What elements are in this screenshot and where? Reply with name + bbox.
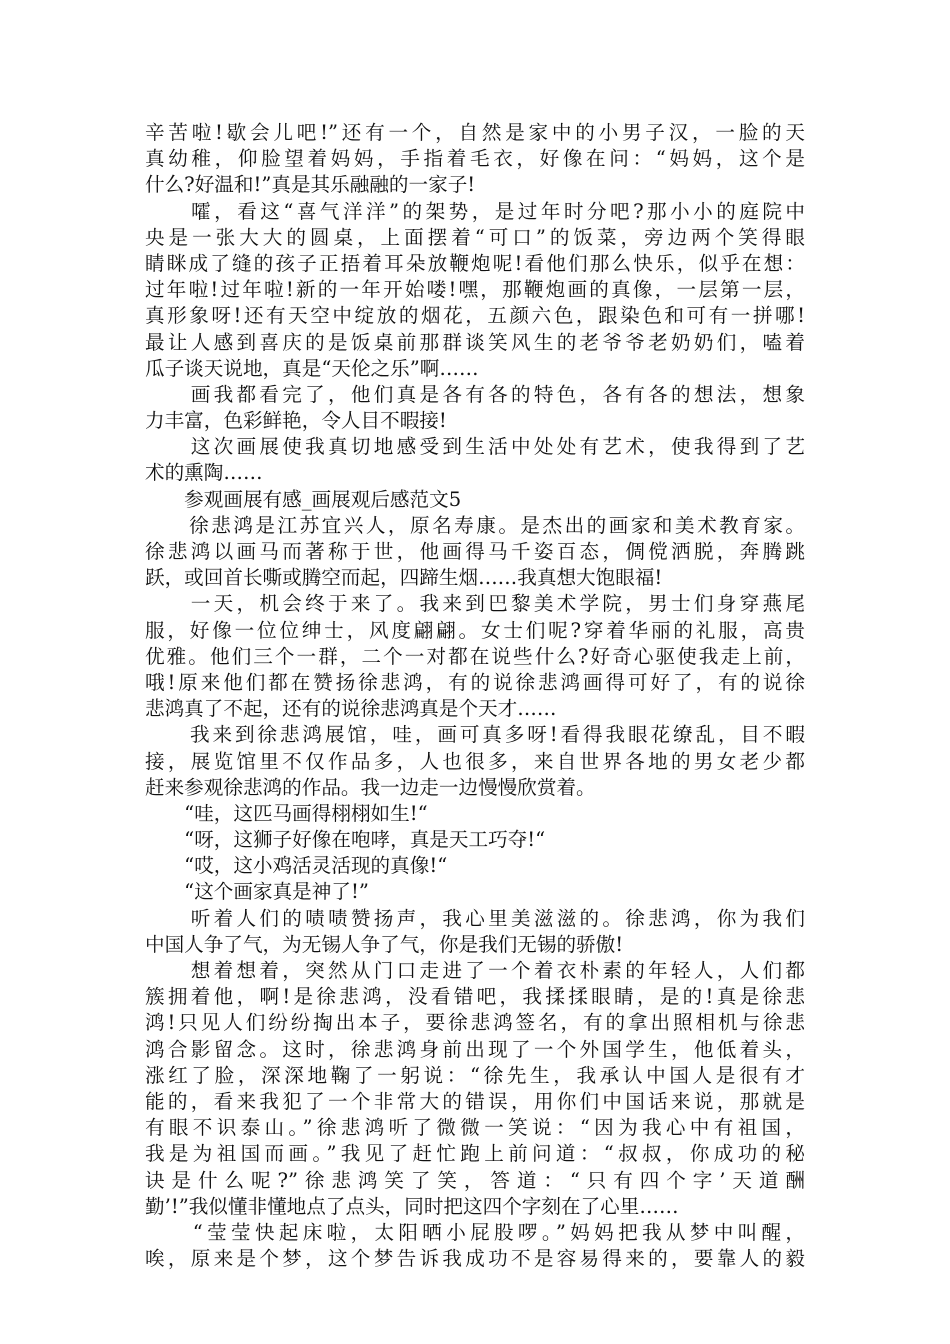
text-line: 什么?好温和!”真是其乐融融的一家子! <box>145 173 476 197</box>
text-line: 术的熏陶…… <box>145 461 263 485</box>
text-line: 涨红了脸，深深地鞠了一躬说：“徐先生，我承认中国人是很有才 <box>145 1063 805 1087</box>
text-line: 诀是什么呢?”徐悲鸿笑了笑，答道：“只有四个字’天道酬 <box>145 1168 805 1192</box>
text-line: 真幼稚，仰脸望着妈妈，手指着毛衣，好像在问：“妈妈，这个是 <box>145 147 805 171</box>
text-line: 听着人们的啧啧赞扬声，我心里美滋滋的。徐悲鸿，你为我们 <box>145 906 805 930</box>
text-line: 鸿!只见人们纷纷掏出本子，要徐悲鸿签名，有的拿出照相机与徐悲 <box>145 1011 805 1035</box>
text-line: 我是为祖国而画。”我见了赶忙跑上前问道：“叔叔，你成功的秘 <box>145 1142 805 1166</box>
essay-body-text <box>145 120 805 1272</box>
text-line: 瓜子谈天说地，真是“天伦之乐”啊…… <box>145 356 479 380</box>
text-line: 参观画展有感_画展观后感范文5 <box>145 487 462 511</box>
text-line: 想着想着，突然从门口走进了一个着衣朴素的年轻人，人们都 <box>145 959 805 982</box>
text-line: 哦!原来他们都在赞扬徐悲鸿，有的说徐悲鸿画得可好了，有的说徐 <box>145 670 805 694</box>
text-line: 最让人感到喜庆的是饭桌前那群谈笑风生的老爷爷老奶奶们，嗑着 <box>145 330 805 354</box>
text-line: 唉，原来是个梦，这个梦告诉我成功不是容易得来的，要靠人的毅 <box>145 1247 805 1271</box>
text-line: 画我都看完了，他们真是各有各的特色，各有各的想法，想象 <box>145 382 805 406</box>
text-line: 央是一张大大的圆桌，上面摆着“可口”的饭菜，旁边两个笑得眼 <box>145 225 805 249</box>
text-line: 力丰富，色彩鲜艳，令人目不暇接! <box>145 409 447 433</box>
text-line: 优雅。他们三个一群，二个一对都在说些什么?好奇心驱使我走上前， <box>145 644 805 668</box>
text-line: 赶来参观徐悲鸿的作品。我一边走一边慢慢欣赏着。 <box>145 775 596 799</box>
text-line: “哎，这小鸡活灵活现的真像!“ <box>145 854 448 878</box>
text-line: 辛苦啦!歇会儿吧!”还有一个，自然是家中的小男子汉，一脸的天 <box>145 121 805 144</box>
text-line: 服，好像一位位绅士，风度翩翩。女士们呢?穿着华丽的礼服，高贵 <box>145 618 805 642</box>
text-line: 跃，或回首长嘶或腾空而起，四蹄生烟……我真想大饱眼福! <box>145 566 663 590</box>
text-line: 能的，看来我犯了一个非常大的错误，用你们中国话来说，那就是 <box>145 1089 805 1113</box>
text-line: 悲鸿真了不起，还有的说徐悲鸿真是个天才…… <box>145 697 557 721</box>
text-line: 睛眯成了缝的孩子正捂着耳朵放鞭炮呢!看他们那么快乐，似乎在想： <box>145 251 805 275</box>
text-line: “莹莹快起床啦，太阳晒小屁股啰。”妈妈把我从梦中叫醒， <box>145 1220 805 1244</box>
text-line: 接，展览馆里不仅作品多，人也很多，来自世界各地的男女老少都 <box>145 749 805 773</box>
text-line: 鸿合影留念。这时，徐悲鸿身前出现了一个外国学生，他低着头， <box>145 1037 805 1061</box>
text-line: “这个画家真是神了!” <box>145 880 369 904</box>
text-line: 徐悲鸿以画马而著称于世，他画得马千姿百态，倜傥洒脱，奔腾跳 <box>145 540 805 563</box>
text-line: 一天，机会终于来了。我来到巴黎美术学院，男士们身穿燕尾 <box>145 592 805 616</box>
text-line: 过年啦!过年啦!新的一年开始喽!嘿，那鞭炮画的真像，一层第一层， <box>145 278 805 302</box>
text-line: 这次画展使我真切地感受到生活中处处有艺术，使我得到了艺 <box>145 435 805 459</box>
text-line: 我来到徐悲鸿展馆，哇，画可真多呀!看得我眼花缭乱，目不暇 <box>145 723 805 747</box>
text-line: 真形象呀!还有天空中绽放的烟花，五颜六色，跟染色和可有一拼哪! <box>145 304 805 328</box>
text-line: 簇拥着他，啊!是徐悲鸿，没看错吧，我揉揉眼睛，是的!真是徐悲 <box>145 985 805 1009</box>
text-line: 中国人争了气，为无锡人争了气，你是我们无锡的骄傲! <box>145 932 624 956</box>
text-line: 徐悲鸿是江苏宜兴人，原名寿康。是杰出的画家和美术教育家。 <box>145 513 805 537</box>
text-line: “哇，这匹马画得栩栩如生!“ <box>145 801 428 825</box>
text-line: 勤’!”我似懂非懂地点了点头，同时把这四个字刻在了心里…… <box>145 1194 679 1218</box>
text-line: “呀，这狮子好像在咆哮，真是天工巧夺!“ <box>145 828 546 852</box>
text-line: 嚯，看这“喜气洋洋”的架势，是过年时分吧?那小小的庭院中 <box>145 199 805 223</box>
text-line: 有眼不识泰山。”徐悲鸿听了微微一笑说：“因为我心中有祖国， <box>145 1116 805 1140</box>
